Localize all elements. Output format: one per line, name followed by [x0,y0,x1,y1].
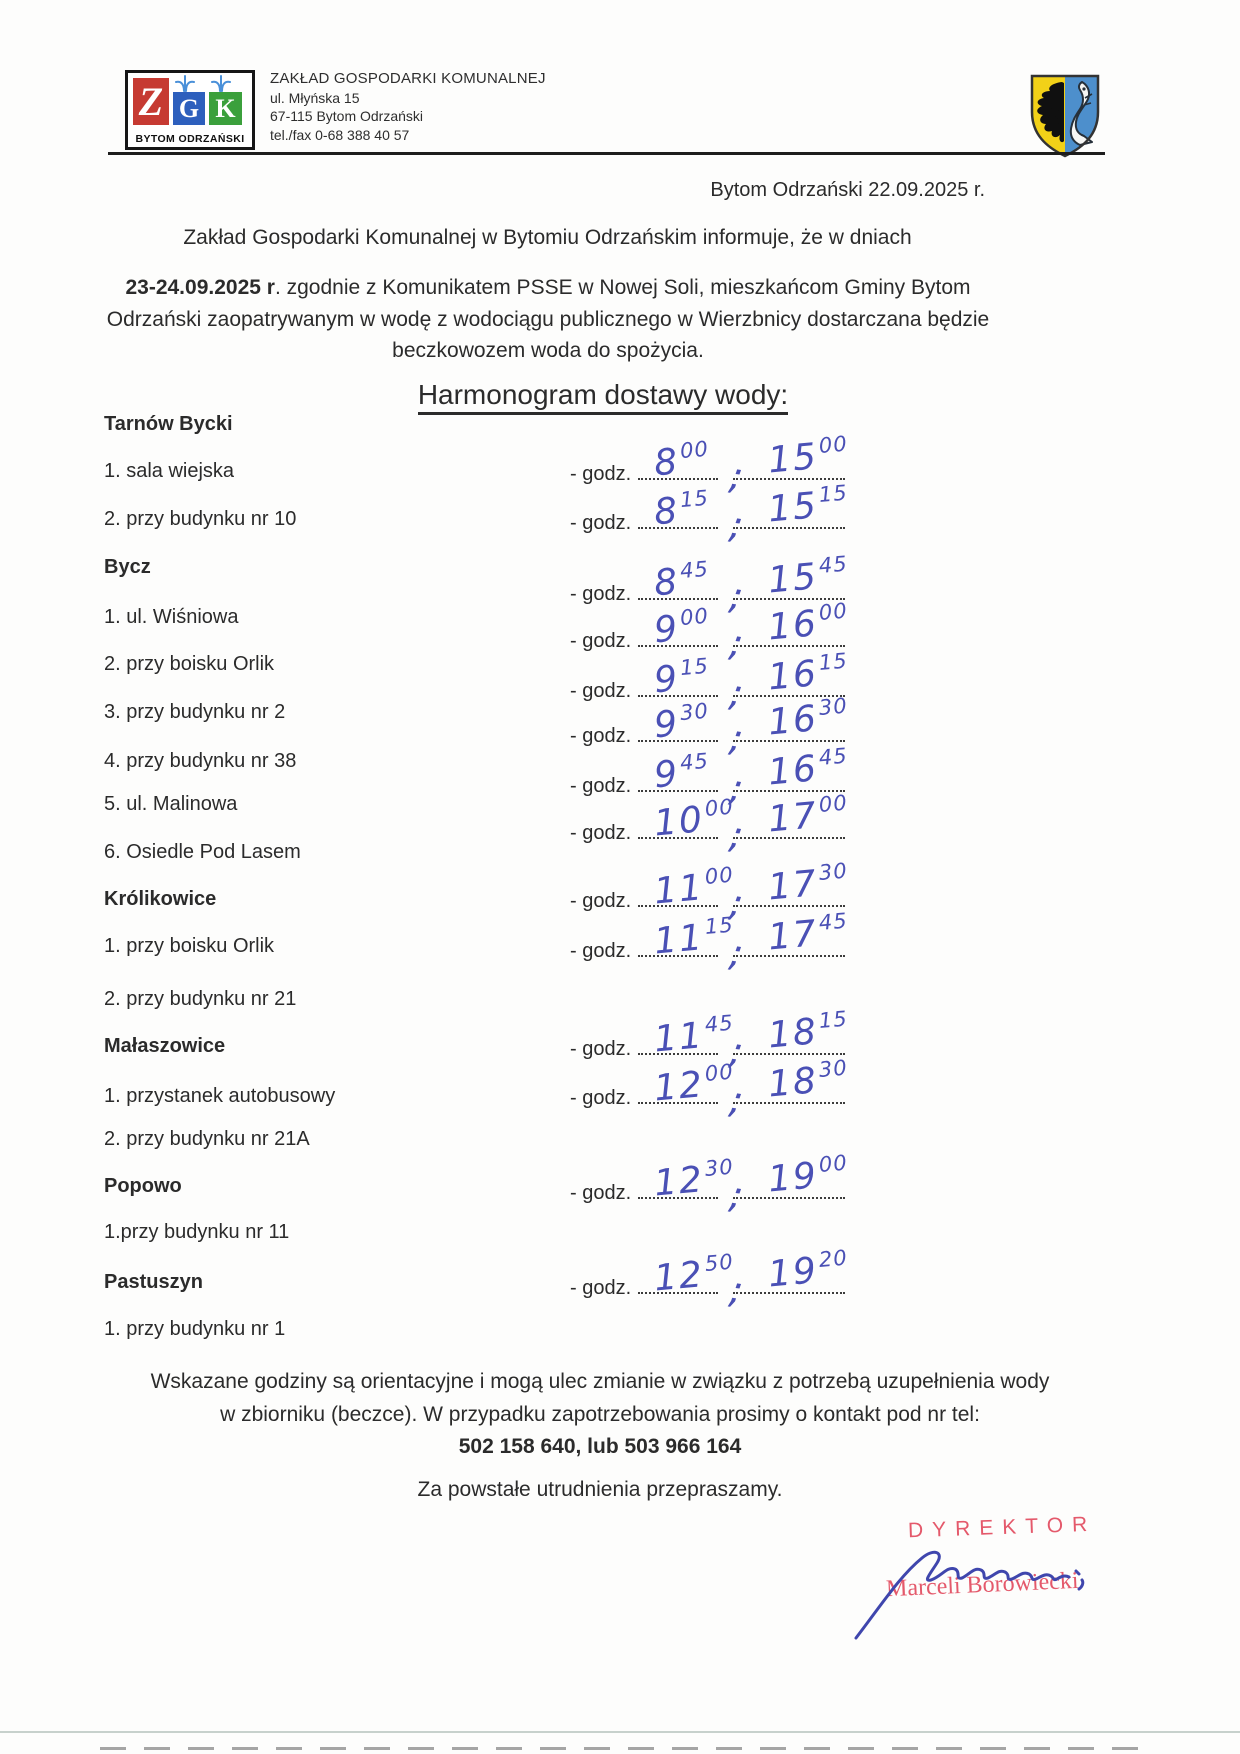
godz-row [570,598,849,666]
godz-row [570,693,849,761]
handwritten-time-end: $18^{15}$ [766,1006,849,1057]
schedule-section-popowo: Popowo [104,1175,182,1197]
schedule-section-pastuszyn: Pastuszyn [104,1271,203,1293]
header-separator-line [108,152,1105,155]
logo-letter-k: K [209,92,242,125]
godz-row [570,790,849,858]
handwritten-time-end: $17^{30}$ [766,858,849,909]
handwritten-signature-icon [842,1532,1094,1649]
godz-label: - godz. [570,725,632,747]
handwritten-semicolon: ; [727,880,746,926]
apology-line: Za powstałe utrudnienia przepraszamy. [417,1478,783,1501]
godz-label: - godz. [570,512,632,534]
godz-label: - godz. [570,680,632,702]
schedule-location: 3. przy budynku nr 2 [104,701,286,723]
handwritten-semicolon: ; [727,502,746,548]
phone-line: tel./fax 0-68 388 40 57 [270,126,410,143]
godz-label: - godz. [570,583,632,605]
godz-row [570,858,849,926]
handwritten-semicolon: ; [727,620,746,666]
schedule-section-malaszowice: Małaszowice [104,1035,226,1057]
godz-label: - godz. [570,630,632,652]
godz-label: - godz. [570,1182,632,1204]
handwritten-time-end: $15^{45}$ [766,551,849,602]
date-range-bold: 23-24.09.2025 r [125,276,275,299]
godz-row [570,1245,849,1313]
godz-row [570,908,849,976]
handwritten-time-start: $8^{45}$ [652,556,710,605]
schedule-location: 2. przy budynku nr 21A [104,1128,310,1150]
godz-label: - godz. [570,1038,632,1060]
announcement-paragraph [88,272,1008,367]
handwritten-semicolon: ; [727,670,746,716]
handwritten-time-start: $8^{15}$ [652,485,710,534]
logo-letter-g: G [173,92,205,125]
handwritten-semicolon: ; [727,715,746,761]
handwritten-semicolon: ; [727,573,746,619]
schedule-section-bycz: Bycz [104,556,151,578]
handwritten-semicolon: ; [727,1172,746,1218]
address-city: 67-115 Bytom Odrzański [270,108,424,124]
handwritten-time-start: $12^{50}$ [652,1249,735,1300]
handwritten-semicolon: ; [727,812,746,858]
handwritten-time-end: $16^{45}$ [766,743,849,794]
organization-block [270,70,546,144]
handwritten-time-end: $17^{45}$ [766,908,849,959]
footer-note-line1: Wskazane godziny są orientacyjne i mogą ulec zmianie w związku z potrzebą uzupełnienia wody [150,1370,1050,1393]
godz-row [570,480,849,548]
scan-artifact-smudge [100,1747,1140,1750]
handwritten-time-end: $16^{00}$ [766,598,849,649]
handwritten-time-start: $9^{30}$ [652,698,710,747]
godz-label: - godz. [570,1277,632,1299]
logo-letter-z: Z [133,78,169,125]
handwritten-time-end: $19^{20}$ [766,1245,849,1296]
handwritten-time-start: $9^{00}$ [652,603,710,652]
director-stamp-name: Marceli Borowiecki [885,1567,1080,1603]
paragraph-line1: . zgodnie z Komunikatem PSSE w Nowej Soli, mieszkańcom Gminy Bytom [274,276,971,299]
scan-artifact-line [0,1731,1240,1733]
godz-row [570,431,849,499]
handwritten-semicolon: ; [727,453,746,499]
schedule-title-wrap [103,379,1103,415]
handwritten-time-end: $16^{15}$ [766,648,849,699]
director-stamp-title: DYREKTOR [907,1512,1097,1543]
godz-row [570,1055,849,1123]
schedule-section-tarnow-bycki: Tarnów Bycki [104,413,233,435]
schedule-location: 1. ul. Wiśniowa [104,606,239,628]
godz-row [570,1006,849,1074]
godz-label: - godz. [570,463,632,485]
schedule-title: Harmonogram dostawy wody: [418,379,788,415]
schedule-location: 1.przy budynku nr 11 [104,1221,290,1243]
handwritten-time-end: $19^{00}$ [766,1150,849,1201]
schedule-location: 1. przy boisku Orlik [104,935,275,957]
schedule-location: 1. przy budynku nr 1 [104,1318,286,1340]
handwritten-time-end: $17^{00}$ [766,790,849,841]
footer-note-line2: w zbiorniku (beczce). W przypadku zapotrzebowania prosimy o kontakt pod nr tel: [220,1403,980,1426]
handwritten-time-start: $11^{45}$ [652,1010,735,1061]
godz-label: - godz. [570,822,632,844]
address-street: ul. Młyńska 15 [270,89,360,106]
schedule-section-krolikowice: Królikowice [104,888,217,910]
schedule-location: 1. przystanek autobusowy [104,1085,336,1107]
handwritten-time-end: $15^{00}$ [766,431,849,482]
godz-row [570,1150,849,1218]
godz-label: - godz. [570,940,632,962]
schedule-location: 1. sala wiejska [104,460,235,482]
godz-label: - godz. [570,1087,632,1109]
handwritten-time-start: $12^{30}$ [652,1154,735,1205]
schedule-location: 2. przy budynku nr 10 [104,508,297,530]
handwritten-time-start: $9^{15}$ [652,653,710,702]
godz-row [570,743,849,811]
zgk-logo [125,70,255,150]
handwritten-time-start: $11^{15}$ [652,912,735,963]
schedule-location: 4. przy budynku nr 38 [104,750,297,772]
organization-name: ZAKŁAD GOSPODARKI KOMUNALNEJ [270,70,546,87]
handwritten-semicolon: ; [727,1077,746,1123]
intro-line: Zakład Gospodarki Komunalnej w Bytomiu Odrzańskim informuje, że w dniach [183,226,912,249]
schedule-location: 2. przy boisku Orlik [104,653,275,675]
schedule-location: 5. ul. Malinowa [104,793,238,815]
handwritten-time-end: $15^{15}$ [766,480,849,531]
handwritten-time-start: $8^{00}$ [652,436,710,485]
handwritten-semicolon: ; [727,765,746,811]
handwritten-time-end: $18^{30}$ [766,1055,849,1106]
handwritten-time-start: $12^{00}$ [652,1059,735,1110]
handwritten-time-end: $16^{30}$ [766,693,849,744]
handwritten-time-start: $10^{00}$ [652,794,735,845]
paragraph-line2: Odrzański zaopatrywanym w wodę z wodociągu publicznego w Wierzbnicy dostarczana będzie [106,307,990,331]
paragraph-line3: beczkowozem woda do spożycia. [392,339,704,362]
schedule-location: 2. przy budynku nr 21 [104,988,297,1010]
schedule-location: 6. Osiedle Pod Lasem [104,841,301,863]
handwritten-semicolon: ; [727,1028,746,1074]
date-line: Bytom Odrzański 22.09.2025 r. [710,179,985,201]
handwritten-semicolon: ; [727,930,746,976]
handwritten-time-start: $9^{45}$ [652,748,710,797]
contact-phone-numbers: 502 158 640, lub 503 966 164 [458,1435,742,1458]
logo-caption: BYTOM ODRZAŃSKI [135,133,245,145]
godz-label: - godz. [570,890,632,912]
handwritten-time-start: $11^{00}$ [652,862,735,913]
godz-label: - godz. [570,775,632,797]
handwritten-semicolon: ; [727,1267,746,1313]
